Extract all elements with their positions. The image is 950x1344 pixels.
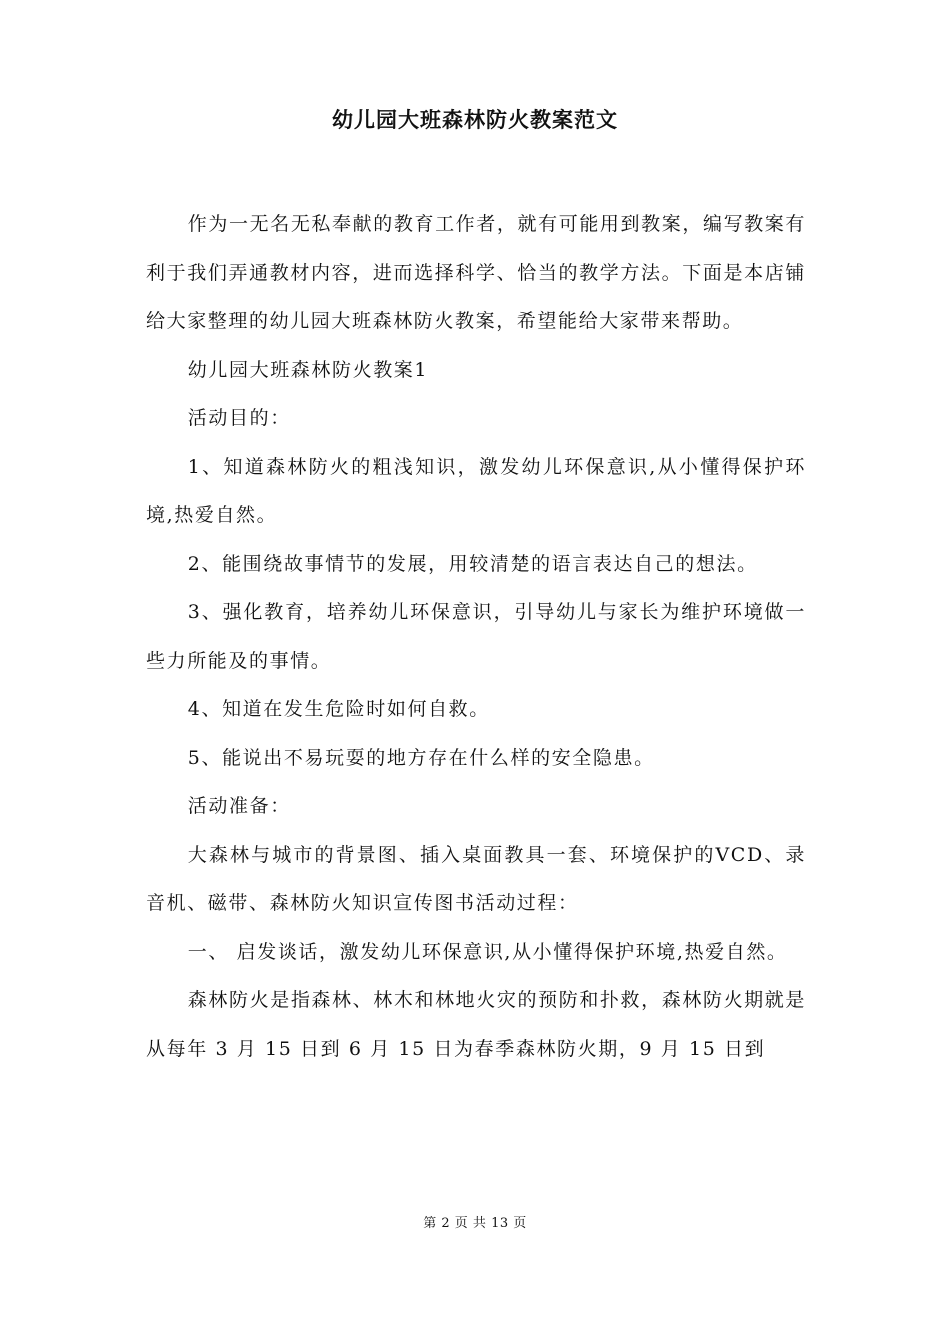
footer-total-pages: 13 bbox=[491, 1216, 509, 1231]
document-body bbox=[146, 200, 806, 1073]
footer-prefix: 第 bbox=[423, 1216, 437, 1231]
footer-suffix: 页 bbox=[513, 1216, 527, 1231]
section-heading-lesson-1: 幼儿园大班森林防火教案1 bbox=[187, 358, 429, 381]
goal-item-4: 4、知道在发生危险时如何自救。 bbox=[187, 698, 490, 720]
goal-item-1: 1、知道森林防火的粗浅知识，激发幼儿环保意识,从小懂得保护环境,热爱自然。 bbox=[146, 455, 806, 526]
goal-item-3: 3、强化教育，培养幼儿环保意识，引导幼儿与家长为维护环境做一些力所能及的事情。 bbox=[146, 601, 806, 672]
paragraph-fire-prevention: 森林防火是指森林、林木和林地火灾的预防和扑救，森林防火期就是从每年 3 月 15 日到 6 月 15 日为春季森林防火期，9 月 15 日到 bbox=[146, 989, 806, 1060]
footer-middle: 页 共 bbox=[454, 1216, 487, 1231]
page-footer bbox=[0, 1214, 950, 1234]
goal-item-5: 5、能说出不易玩耍的地方存在什么样的安全隐患。 bbox=[187, 746, 655, 769]
document-title: 幼儿园大班森林防火教案范文 bbox=[332, 107, 618, 132]
footer-current-page: 2 bbox=[441, 1216, 451, 1231]
paragraph-intro: 作为一无名无私奉献的教育工作者，就有可能用到教案，编写教案有利于我们弄通教材内容，进而选择科学、恰当的教学方法。下面是本店铺给大家整理的幼儿园大班森林防火教案，希望能给大家带来帮助。 bbox=[146, 213, 806, 332]
heading-activity-preparation: 活动准备： bbox=[187, 795, 291, 817]
heading-activity-goals: 活动目的： bbox=[187, 407, 291, 429]
paragraph-preparation: 大森林与城市的背景图、插入桌面教具一套、环境保护的VCD、录音机、磁带、森林防火知识宣传图书活动过程： bbox=[146, 843, 806, 914]
goal-item-2: 2、能围绕故事情节的发展，用较清楚的语言表达自己的想法。 bbox=[187, 552, 758, 575]
paragraph-step-1: 一、 启发谈话，激发幼儿环保意识,从小懂得保护环境,热爱自然。 bbox=[187, 940, 788, 963]
